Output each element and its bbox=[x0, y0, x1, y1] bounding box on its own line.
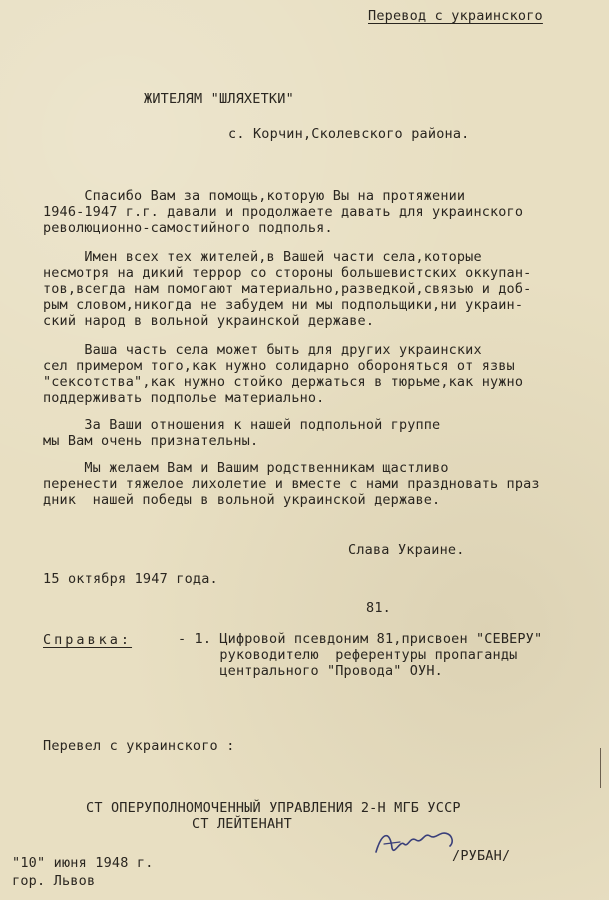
paragraph-line: Мы желаем Вам и Вашим родственникам щастливо bbox=[43, 460, 449, 476]
signature-date: "10" июня 1948 г. bbox=[12, 855, 154, 871]
reference-line: руководителю референтуры пропаганды bbox=[178, 647, 518, 663]
paragraph-line: Спасибо Вам за помощь,которую Вы на протяжении bbox=[43, 188, 466, 204]
paragraph-line: мы Вам очень признательны. bbox=[43, 433, 259, 449]
paragraph-line: дник нашей победы в вольной украинской державе. bbox=[43, 492, 441, 508]
closing-salutation: Слава Украине. bbox=[348, 542, 465, 558]
paragraph-line: ский народ в вольной украинской державе. bbox=[43, 313, 375, 329]
paragraph-line: Имен всех тех жителей,в Вашей части села,которые bbox=[43, 249, 482, 265]
paragraph-line: несмотря на дикий террор со стороны большевистских оккупан- bbox=[43, 265, 532, 281]
paragraph-line: За Ваши отношения к нашей подпольной группе bbox=[43, 417, 441, 433]
location-line: с. Корчин,Сколевского района. bbox=[228, 126, 470, 142]
officer-rank: СТ ЛЕЙТЕНАНТ bbox=[192, 816, 292, 832]
officer-name: /РУБАН/ bbox=[452, 848, 511, 864]
paragraph-line: перенести тяжелое лихолетие и вместе с нами праздновать праз bbox=[43, 476, 540, 492]
paragraph-line: поддерживать подполье материально. bbox=[43, 390, 325, 406]
letter-date: 15 октября 1947 года. bbox=[43, 571, 218, 587]
handwritten-signature bbox=[370, 822, 460, 862]
paragraph-line: революционно-самостийного подполья. bbox=[43, 220, 333, 236]
pseudonym-number: 81. bbox=[366, 600, 391, 616]
paragraph-line: сел примером того,как нужно солидарно обороняться от язвы bbox=[43, 358, 515, 374]
paragraph-line: тов,всегда нам помогают материально,разведкой,связью и доб- bbox=[43, 281, 532, 297]
addressee-heading: ЖИТЕЛЯМ "ШЛЯХЕТКИ" bbox=[144, 91, 294, 107]
paragraph-line: 1946-1947 г.г. давали и продолжаете давать для украинского bbox=[43, 204, 524, 220]
reference-line: центрального "Провода" ОУН. bbox=[178, 663, 443, 679]
officer-title: СТ ОПЕРУПОЛНОМОЧЕННЫЙ УПРАВЛЕНИЯ 2-Н МГБ УССР bbox=[86, 800, 461, 816]
paragraph-line: Ваша часть села может быть для других украинских bbox=[43, 342, 482, 358]
page-edge-mark bbox=[600, 748, 607, 788]
reference-line: - 1. Цифровой псевдоним 81,присвоен "СЕВЕРУ" bbox=[178, 631, 543, 647]
reference-label: Справка: bbox=[43, 632, 133, 648]
paragraph-line: "сексотства",как нужно стойко держаться в тюрьме,как нужно bbox=[43, 374, 524, 390]
translator-line: Перевел с украинского : bbox=[43, 738, 235, 754]
signature-city: гор. Львов bbox=[12, 873, 96, 889]
paragraph-line: рым словом,никогда не забудем ни мы подпольщики,ни украин- bbox=[43, 297, 524, 313]
translation-header: Перевод с украинского bbox=[368, 8, 543, 24]
